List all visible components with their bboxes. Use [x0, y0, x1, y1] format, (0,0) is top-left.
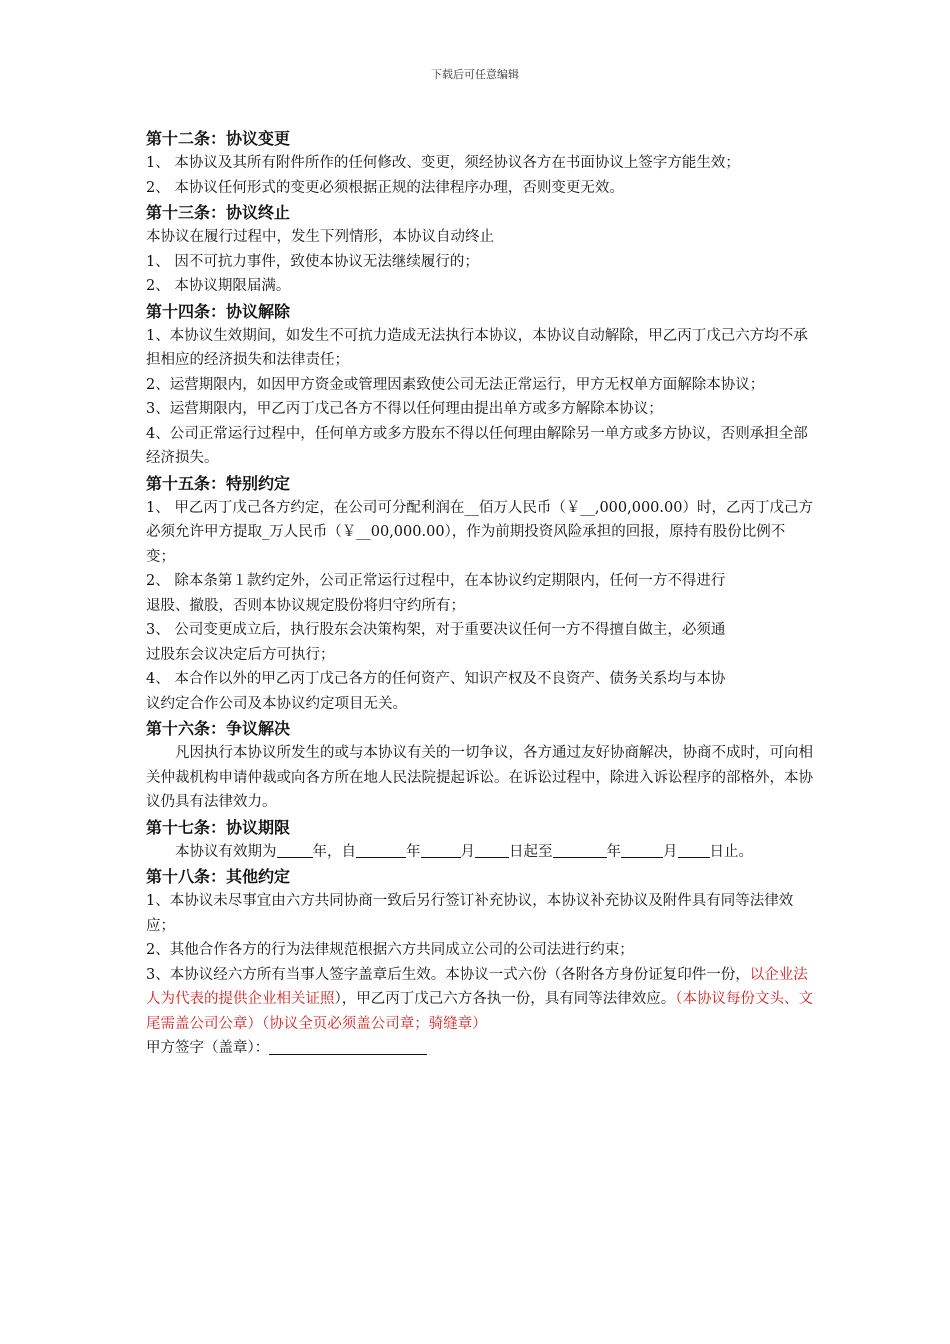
item-3-red-note-2: （本协议每份文头、文尾需盖公司公章）（协议全页必须盖公司章；骑缝章） [146, 991, 813, 1032]
section-15-item-2: 2、 除本条第１款约定外，公司正常运行过程中，在本协议约定期限内，任何一方不得进行 [146, 573, 726, 589]
blank-end-day [678, 842, 710, 858]
section-15-item-3: 3、 公司变更成立后，执行股东会决策构架，对于重要决议任何一方不得擅自做主，必须通 [146, 622, 726, 638]
section-15-item-2-cont: 退股、撤股，否则本协议规定股份将归守约所有； [146, 597, 465, 614]
item-3-red-note-1: 以企业法人为代表的提供企业相关证照 [146, 966, 808, 1007]
term-text-6: 年 [606, 843, 621, 860]
section-17-term-line [146, 840, 814, 865]
signature-label: 甲方签字（盖章）： [146, 1040, 270, 1056]
section-14-item-4: 4、公司正常运行过程中，任何单方或多方股东不得以任何理由解除另一单方或多方协议，否则承担全部经济损失。 [146, 425, 808, 466]
section-15-item-4: 4、 本合作以外的甲乙丙丁戊己各方的任何资产、知识产权及不良资产、债务关系均与本协 [146, 671, 726, 687]
blank-end-year [553, 842, 607, 858]
document-body [146, 126, 814, 1061]
section-15-item-4-cont: 议约定合作公司及本协议约定项目无关。 [146, 695, 407, 712]
blank-years [277, 842, 313, 858]
section-14-item-1: 1、本协议生效期间，如发生不可抗力造成无法执行本协议，本协议自动解除，甲乙丙丁戊己六方均不承担相应的经济损失和法律责任； [146, 327, 808, 368]
signature-line[interactable] [269, 1038, 427, 1055]
section-14-item-2: 2、运营期限内，如因甲方资金或管理因素致使公司无法正常运行，甲方无权单方面解除本协议； [146, 376, 765, 393]
item-3-text-b: ），甲乙丙丁戊己六方各执一份，具有同等法律效应。 [334, 991, 676, 1007]
section-13-title: 第十三条：协议终止 [146, 203, 291, 222]
item-3-text-a: 3、本协议经六方所有当事人签字盖章后生效。本协议一式六份（各附各方身份证复印件一份， [146, 966, 750, 983]
section-18-item-1: 1、本协议未尽事宜由六方共同协商一致后另行签订补充协议，本协议补充协议及附件具有同等法律效应； [146, 893, 794, 934]
section-13-intro: 本协议在履行过程中，发生下列情形，本协议自动终止 [146, 229, 494, 245]
blank-end-month [621, 842, 663, 858]
section-13-item-1: 1、 因不可抗力事件，致使本协议无法继续履行的； [146, 253, 479, 270]
section-17-title: 第十七条：协议期限 [146, 817, 291, 837]
section-15-item-1: 1、 甲乙丙丁戊己各方约定，在公司可分配利润在__佰万人民币（￥__,000,000.00）时，乙丙丁戊己方必须允许甲方提取_万人民币（￥__00,000.00），作为前期投资风险承担的回报，原持有股份比例不变； [146, 499, 813, 565]
blank-start-year [356, 842, 406, 858]
term-text-8: 日止。 [709, 843, 753, 860]
section-15-item-3-cont: 过股东会议决定后方可执行； [146, 646, 335, 663]
section-18-item-3 [146, 963, 814, 1037]
party-a-signature [146, 1036, 814, 1061]
section-16-title: 第十六条：争议解决 [146, 719, 291, 738]
section-18-title: 第十八条：其他约定 [146, 867, 291, 886]
section-18-item-2: 2、其他合作各方的行为法律规范根据六方共同成立公司的公司法进行约束； [146, 942, 634, 958]
section-12-item-2: 2、 本协议任何形式的变更必须根据正规的法律程序办理，否则变更无效。 [146, 179, 624, 196]
term-text-2: 年，自 [312, 843, 356, 860]
blank-start-day [475, 842, 509, 858]
term-text-7: 月 [663, 843, 678, 860]
term-text-4: 月 [460, 843, 475, 860]
section-12-item-1: 1、 本协议及其所有附件所作的任何修改、变更，须经协议各方在书面协议上签字方能生效； [146, 155, 740, 171]
section-14-item-3: 3、运营期限内，甲乙丙丁戊己各方不得以任何理由提出单方或多方解除本协议； [146, 401, 663, 417]
section-16-paragraph: 凡因执行本协议所发生的或与本协议有关的一切争议，各方通过友好协商解决，协商不成时，可向相关仲裁机构申请仲裁或向各方所在地人民法院提起诉讼。在诉讼过程中，除进入诉讼程序的部格外，本协议仍具有法律效力。 [146, 745, 813, 810]
section-12-title: 第十二条：协议变更 [146, 129, 291, 148]
term-text-1: 本协议有效期为 [175, 843, 277, 860]
section-14-title: 第十四条：协议解除 [146, 301, 291, 321]
section-15-title: 第十五条：特别约定 [146, 473, 291, 493]
term-text-5: 日起至 [509, 843, 553, 860]
section-13-item-2: 2、 本协议期限届满。 [146, 278, 291, 294]
blank-start-month [421, 842, 461, 858]
page-header: 下载后可任意编辑 [431, 68, 519, 81]
term-text-3: 年 [406, 843, 421, 860]
